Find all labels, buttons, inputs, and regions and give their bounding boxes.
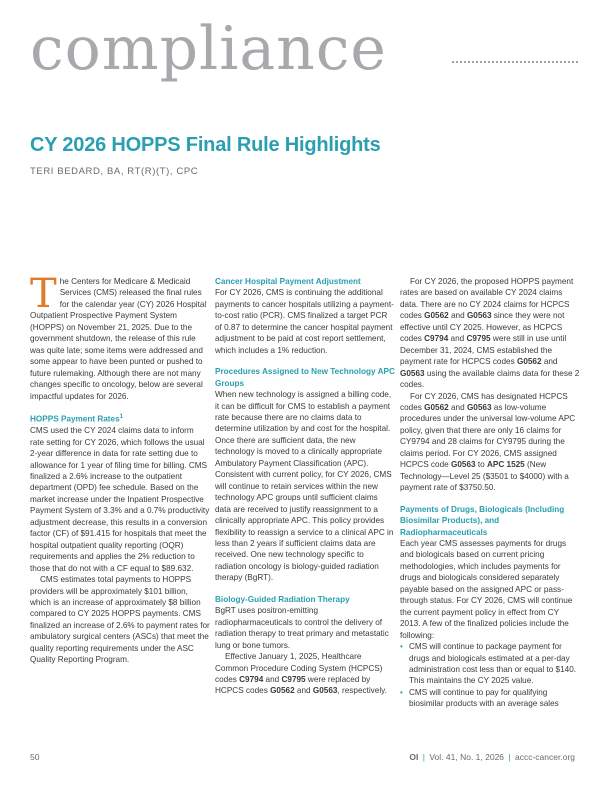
body-paragraph: For CY 2026, CMS has designated HCPCS codes G0562 and G0563 as low-volume procedures under the universal low-volume APC policy, given that there are only 16 claims for CY9794 and 28 claims for CY9795 during the claims period. For CY 2026, CMS assigned HCPCS code G0563 to APC 1525 (New Technology—Level 25 ($3501 to $4000) with a payment rate of $3750.50.: [400, 391, 576, 493]
article-author: TERI BEDARD, BA, RT(R)(T), CPC: [30, 166, 199, 177]
code-ref: C9794: [424, 334, 449, 344]
journal-issue: Vol. 41, No. 1, 2026: [429, 752, 505, 762]
code-ref: G0563: [466, 311, 492, 321]
column-1: [30, 271, 210, 666]
code-ref: C9795: [281, 674, 306, 684]
body-paragraph: For CY 2026, CMS is continuing the additional payments to cancer hospitals utilizing a payment-to-cost ratio (PCR). CMS finalized a target PCR of 0.87 to determine the cancer hospital payment adjustment to be paid at cost report settlement, which includes a 1% reduction.: [215, 288, 394, 355]
drop-cap: T: [30, 271, 57, 317]
page-number: 50: [30, 752, 40, 762]
code-ref: G0563: [312, 686, 338, 696]
article-title: CY 2026 HOPPS Final Rule Highlights: [30, 134, 381, 156]
body-paragraph: When new technology is assigned a billing code, it can be difficult for CMS to establish a payment rate because there are no claims data to determine utilization by and cost for the hospital. Once there are sufficient data, the new technology is moved to a clinically appropriate Ambulatory Payment Classification (APC). Consistent with current policy, for CY 2026, CMS will continue to retain services within the new technology APC groups until sufficient claims data are received to justify reassignment to a clinically appropriate APC. This policy provides flexibility to reassign a service to a clinical APC in less than 2 years if sufficient claims data are received. One new technology specific to radiation oncology is biology-guided radiation therapy (BgRT).: [215, 390, 394, 583]
separator: |: [508, 752, 511, 762]
intro-paragraph: The Centers for Medicare & Medicaid Services (CMS) released the final rules for the calendar year (CY) 2026 Hospital Outpatient Prospective Payment System (HOPPS) on November 21, 2025. Due to the government shutdown, the release of this rule was quite late; some items were addressed and some appear to have been punted or pushed to future rulemaking. Although there are not many changes specific to oncology, below are several impactful updates for 2026.: [30, 271, 207, 401]
code-ref: G0562: [424, 311, 449, 321]
code-ref: C9794: [239, 674, 264, 684]
body-paragraph: CMS estimates total payments to HOPPS providers will be approximately $101 billion, which is an increase of approximately $8 billion compared to CY 2025 HOPPS payments. CMS finalized an increase of 2.6% to payment rates for ambulatory surgical centers (ASCs) that meet the quality reporting requirements under the ASC Quality Reporting Program.: [30, 575, 210, 665]
code-ref: C9795: [466, 334, 491, 344]
column-3: [400, 276, 580, 710]
code-ref: APC 1525: [486, 460, 525, 470]
code-ref: G0563: [466, 402, 492, 412]
separator: |: [422, 752, 425, 762]
code-ref: G0562: [424, 402, 449, 412]
code-ref: G0563: [450, 460, 476, 470]
code-ref: G0563: [400, 368, 425, 378]
journal-site[interactable]: accc-cancer.org: [515, 752, 575, 762]
body-paragraph: Effective January 1, 2025, Healthcare Common Procedure Coding System (HCPCS) codes C9794 and C9795 were replaced by HCPCS codes G0562 and G0563, respectively.: [215, 652, 387, 696]
heading-new-technology-apc: Procedures Assigned to New Technology APC Groups: [215, 367, 395, 388]
column-2: [215, 276, 395, 697]
code-ref: G0562: [270, 686, 295, 696]
code-ref: G0562: [516, 357, 542, 367]
list-item: • CMS will continue to pay for qualifying biosimilar products with an average sales: [400, 687, 559, 709]
heading-hopps-payment-rates: HOPPS Payment Rates$^1$: [30, 413, 123, 424]
body-paragraph: Each year CMS assesses payments for drugs and biologicals based on current pricing methodologies, which includes payments for drugs and biologicals considered separately payable based on the assigned APC or pass-through status. For CY 2026, CMS will continue the current payment policy in effect from CY 2013. A few of the finalized policies include the following:: [400, 538, 573, 640]
bullet-icon: •: [400, 642, 403, 652]
journal-abbrev: OI: [409, 752, 419, 762]
heading-drug-payments: Payments of Drugs, Biologicals (Including Biosimilar Products), and Radiopharmaceuticals: [400, 504, 565, 537]
heading-bgrt: Biology-Guided Radiation Therapy: [215, 594, 350, 604]
body-paragraph: BgRT uses positron-emitting radiopharmaceuticals to control the delivery of radiation therapy to treat primary and metastatic lung or bone tumors.: [215, 606, 389, 650]
bullet-icon: •: [400, 687, 403, 697]
body-paragraph: CMS used the CY 2024 claims data to inform rate setting for CY 2026, which follows the usual 2-year difference in data for rate setting due to allowance for 1 year of filing time for billing. CMS finalized a 2.6% increase to the outpatient department (OPD) fee schedule. Based on the market increase under the Inpatient Prospective Payment System of 3.3% and a 0.7% productivity adjustment decrease, this results in a conversion factor (CF) of $91.415 for hospitals that meet the hospital outpatient quality reporting (OQR) requirements and applies the 2% reduction to those that do not with a CF equal to $89.632.: [30, 426, 210, 573]
dotted-rule: [452, 61, 578, 63]
list-item: • CMS will continue to package payment for drugs and biologicals estimated at a per-day administration cost less than or equal to $140. This maintains the CY 2025 value.: [400, 642, 577, 686]
body-paragraph: For CY 2026, the proposed HOPPS payment rates are based on available CY 2024 claims data. There are no CY 2024 claims for HCPCS codes G0562 and G0563 since they were not effective until CY 2025. However, as HCPCS codes C9794 and C9795 were still in use until December 31, 2024, CMS established the payment rate for HCPCS codes G0562 and G0563 using the available claims data for these 2 codes.: [400, 277, 580, 390]
journal-info: [409, 752, 575, 762]
policy-list: [400, 641, 580, 710]
section-heading: compliance: [30, 14, 387, 84]
heading-cancer-hospital: Cancer Hospital Payment Adjustment: [215, 277, 361, 286]
footnote-ref: 1: [119, 413, 123, 420]
